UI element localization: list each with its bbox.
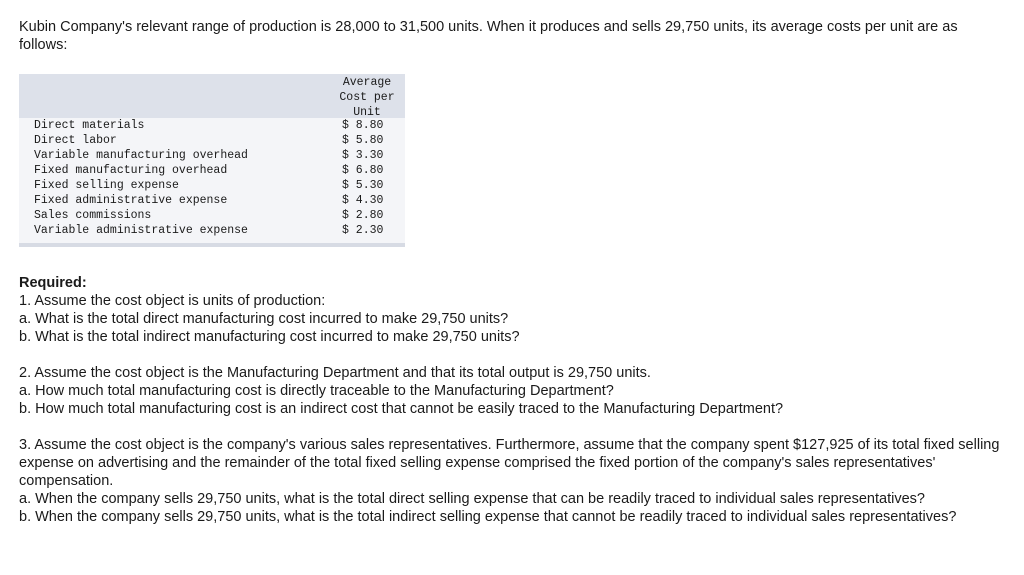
table-row: [19, 208, 405, 223]
table-row: [19, 163, 405, 178]
problem-intro: Kubin Company's relevant range of production is 28,000 to 31,500 units. When it produces and sells 29,750 units, its average costs per unit are as follows:: [19, 19, 958, 53]
table-row: [19, 193, 405, 208]
question-3b: b. When the company sells 29,750 units, what is the total indirect selling expense that cannot be readily traced to individual sales representatives?: [19, 509, 957, 525]
question-1b: b. What is the total indirect manufacturing cost incurred to make 29,750 units?: [19, 329, 520, 345]
row-label: Variable administrative expense: [34, 224, 248, 237]
row-label: Fixed manufacturing overhead: [34, 164, 228, 177]
row-value: $ 3.30: [342, 149, 384, 162]
row-label: Sales commissions: [34, 209, 152, 222]
row-value: $ 2.80: [342, 209, 384, 222]
row-label: Variable manufacturing overhead: [34, 149, 248, 162]
row-value: $ 5.80: [342, 134, 384, 147]
row-value: $ 2.30: [342, 224, 384, 237]
table-row: [19, 148, 405, 163]
cost-table: [19, 74, 405, 247]
question-2a: a. How much total manufacturing cost is directly traceable to the Manufacturing Department?: [19, 383, 614, 399]
row-value: $ 6.80: [342, 164, 384, 177]
row-label: Direct labor: [34, 134, 117, 147]
question-2b: b. How much total manufacturing cost is an indirect cost that cannot be easily traced to the Manufacturing Department?: [19, 401, 784, 417]
column-header-average-cost: [329, 75, 405, 120]
required-section: [19, 274, 1009, 526]
table-header: [19, 74, 405, 118]
spacer: [19, 418, 1009, 436]
column-header-line: Unit: [353, 106, 381, 119]
table-row: [19, 178, 405, 193]
table-body: [19, 118, 405, 238]
question-1-stem: 1. Assume the cost object is units of production:: [19, 293, 326, 309]
required-title: Required:: [19, 275, 87, 291]
row-value: $ 8.80: [342, 119, 384, 132]
column-header-line: Cost per: [339, 91, 395, 104]
spacer: [19, 346, 1009, 364]
row-label: Direct materials: [34, 119, 145, 132]
column-header-line: Average: [342, 76, 392, 89]
table-row: [19, 223, 405, 238]
question-2-stem: 2. Assume the cost object is the Manufacturing Department and that its total output is 29,750 units.: [19, 365, 651, 381]
row-label: Fixed administrative expense: [34, 194, 228, 207]
table-row: [19, 133, 405, 148]
question-3-stem: 3. Assume the cost object is the company's various sales representatives. Furthermore, assume that the company spent $127,925 of its total fixed selling expense on advertising and the remainder of the total fixed selling expense comprised the fixed portion of the company's sales representatives' compensation.: [19, 437, 1000, 489]
row-value: $ 5.30: [342, 179, 384, 192]
row-label: Fixed selling expense: [34, 179, 179, 192]
row-value: $ 4.30: [342, 194, 384, 207]
table-bottom-rule: [19, 238, 405, 247]
question-3a: a. When the company sells 29,750 units, what is the total direct selling expense that can be readily traced to individual sales representatives?: [19, 491, 925, 507]
question-1a: a. What is the total direct manufacturing cost incurred to make 29,750 units?: [19, 311, 509, 327]
table-row: [19, 118, 405, 133]
